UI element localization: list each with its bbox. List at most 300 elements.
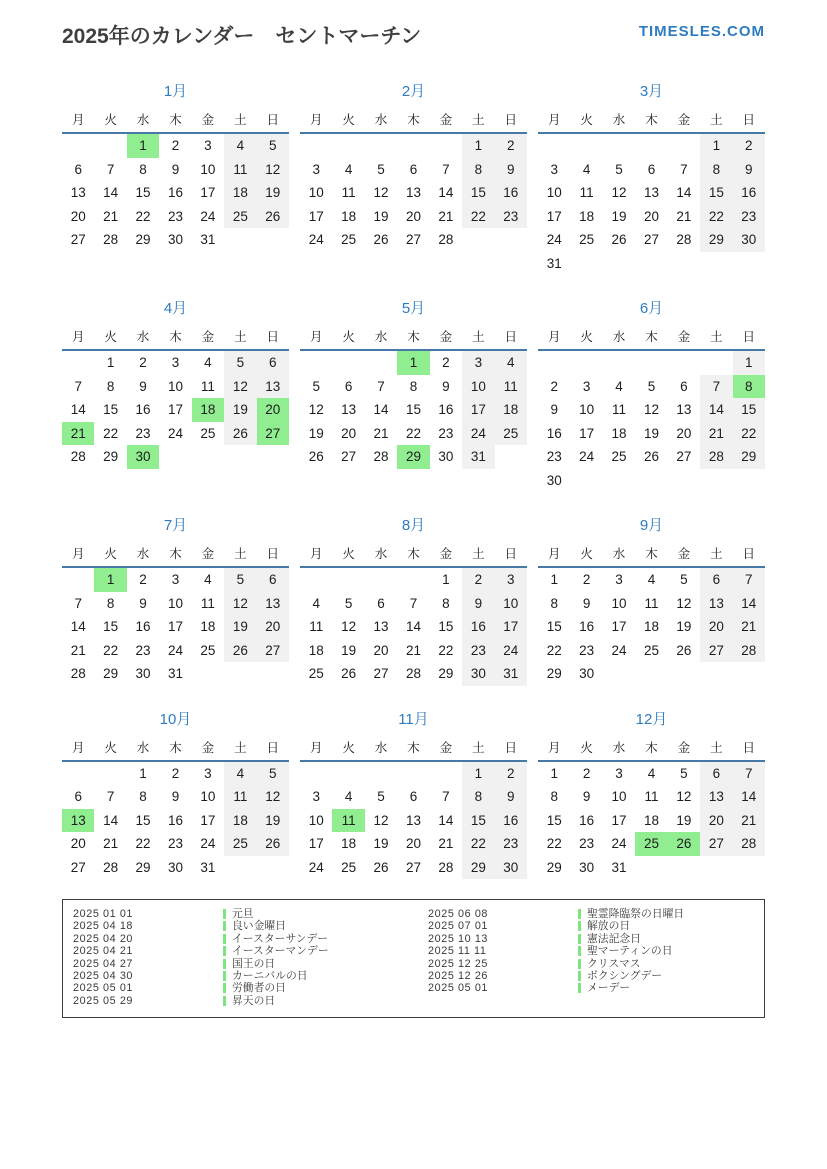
day-cell: 14	[438, 185, 454, 200]
day-cell: 2	[171, 138, 180, 153]
month-title: 7月	[163, 517, 188, 534]
weekday-label: 日	[742, 330, 756, 344]
week-row	[538, 134, 765, 158]
day-cell: 22	[462, 832, 494, 856]
day-cell: 29	[103, 449, 119, 464]
month-block	[300, 708, 527, 880]
holiday-row	[73, 995, 428, 1007]
day-cell: 29	[462, 856, 494, 880]
day-cell: 20	[373, 642, 389, 658]
day-cell: 13	[257, 592, 289, 616]
day-cell: 26	[373, 232, 389, 247]
empty-cell	[192, 445, 224, 469]
day-cell: 2	[462, 568, 494, 592]
month-block	[300, 80, 527, 252]
day-cell: 18	[643, 619, 659, 634]
holiday-date: 2025 04 27	[73, 957, 134, 970]
page-title: 2025年のカレンダー セントマーチン	[62, 25, 422, 48]
day-cell: 17	[200, 185, 216, 200]
day-cell: 20	[700, 615, 732, 639]
weekday-header-row	[300, 544, 527, 568]
week-row	[62, 832, 289, 856]
week-row	[538, 181, 765, 205]
holiday-date: 2025 01 01	[73, 908, 134, 920]
month-block	[538, 297, 765, 492]
day-cell: 21	[62, 422, 94, 446]
empty-cell	[300, 351, 332, 375]
day-cell: 23	[462, 639, 494, 663]
day-cell: 8	[442, 595, 450, 611]
week-row	[538, 615, 765, 639]
day-cell: 14	[733, 592, 765, 616]
day-cell: 3	[312, 789, 320, 804]
day-cell: 29	[438, 666, 454, 681]
holiday-date: 2025 11 11	[428, 945, 487, 958]
day-cell: 22	[135, 208, 151, 224]
empty-cell	[192, 662, 224, 686]
weekday-label: 水	[136, 740, 150, 755]
empty-cell	[332, 762, 364, 786]
day-cell: 4	[224, 134, 256, 158]
day-cell: 8	[733, 375, 765, 399]
day-cell: 23	[579, 836, 595, 851]
day-cell: 14	[676, 185, 692, 200]
holiday-date: 2025 05 29	[73, 994, 134, 1007]
day-cell: 19	[373, 836, 389, 851]
day-cell: 17	[579, 425, 595, 441]
empty-cell	[224, 856, 256, 880]
weekday-label: 木	[645, 330, 658, 344]
day-cell: 14	[103, 185, 119, 200]
empty-cell	[430, 762, 462, 786]
holiday-marker	[223, 959, 226, 969]
empty-cell	[62, 134, 94, 158]
day-cell: 18	[308, 642, 324, 658]
month-block	[300, 514, 527, 686]
day-cell: 1	[550, 765, 558, 781]
holiday-date: 2025 04 21	[73, 945, 134, 958]
day-cell: 29	[103, 666, 119, 681]
day-cell: 22	[438, 642, 454, 658]
day-cell: 26	[668, 832, 700, 856]
day-cell: 31	[546, 255, 562, 271]
month-block	[62, 80, 289, 252]
day-cell: 29	[733, 445, 765, 469]
day-cell: 21	[733, 615, 765, 639]
empty-cell	[257, 662, 289, 686]
weeks	[62, 568, 289, 686]
weekday-header-row	[538, 110, 765, 134]
day-cell: 11	[644, 595, 659, 611]
empty-cell	[538, 134, 570, 158]
page-header	[62, 20, 765, 50]
week-row	[62, 181, 289, 205]
empty-cell	[462, 228, 494, 252]
day-cell: 28	[733, 639, 765, 663]
day-cell: 11	[341, 185, 356, 200]
day-cell: 11	[579, 185, 594, 200]
holiday-name: 国王の日	[232, 957, 276, 970]
day-cell: 23	[733, 205, 765, 229]
day-cell: 6	[700, 568, 732, 592]
holiday-marker	[223, 971, 226, 981]
day-cell: 1	[139, 765, 147, 781]
day-cell: 28	[103, 859, 119, 875]
day-cell: 25	[643, 642, 659, 658]
weekday-header-row	[538, 738, 765, 762]
empty-cell	[224, 445, 256, 469]
holiday-date: 2025 10 13	[428, 932, 489, 945]
week-row	[300, 615, 527, 639]
week-row	[300, 662, 527, 686]
day-cell: 17	[462, 398, 494, 422]
day-cell: 28	[438, 232, 454, 247]
day-cell: 31	[495, 662, 527, 686]
day-cell: 20	[70, 208, 86, 224]
day-cell: 5	[615, 161, 623, 177]
day-cell: 18	[579, 208, 595, 224]
day-cell: 9	[495, 785, 527, 809]
week-row	[538, 809, 765, 833]
day-cell: 1	[442, 572, 450, 587]
weekday-header-row	[538, 544, 765, 568]
holiday-name: イースターサンデー	[232, 932, 329, 945]
week-row	[538, 422, 765, 446]
day-cell: 9	[139, 378, 147, 394]
empty-cell	[397, 568, 429, 592]
day-cell: 23	[167, 208, 183, 224]
day-cell: 4	[204, 355, 212, 370]
weeks	[62, 351, 289, 469]
day-cell: 15	[462, 181, 494, 205]
week-row	[538, 832, 765, 856]
empty-cell	[635, 469, 667, 493]
day-cell: 7	[700, 375, 732, 399]
day-cell: 20	[257, 615, 289, 639]
month-block	[300, 297, 527, 469]
day-cell: 6	[647, 161, 656, 177]
day-cell: 25	[495, 422, 527, 446]
day-cell: 16	[495, 809, 527, 833]
weekday-label: 土	[710, 330, 723, 344]
day-cell: 16	[579, 619, 595, 634]
week-row	[300, 158, 527, 182]
week-row	[300, 445, 527, 469]
month-title: 9月	[639, 517, 664, 534]
day-cell: 22	[733, 422, 765, 446]
month-title: 4月	[163, 300, 188, 317]
day-cell: 13	[643, 185, 659, 200]
weekday-label: 金	[439, 330, 453, 344]
day-cell: 15	[135, 812, 151, 828]
day-cell: 1	[397, 351, 429, 375]
day-cell: 2	[582, 765, 591, 781]
day-cell: 12	[676, 595, 692, 611]
day-cell: 23	[438, 425, 454, 441]
day-cell: 8	[106, 595, 115, 611]
holiday-name: 解放の日	[587, 920, 631, 933]
holiday-name: 憲法記念日	[587, 932, 641, 945]
week-row	[300, 856, 527, 880]
weekday-label: 水	[136, 547, 150, 561]
weekday-label: 土	[710, 547, 723, 561]
day-cell: 30	[127, 445, 159, 469]
day-cell: 15	[103, 402, 119, 417]
day-cell: 1	[700, 134, 732, 158]
week-row	[62, 568, 289, 592]
weekday-label: 金	[201, 330, 215, 344]
empty-cell	[570, 252, 602, 276]
holiday-marker	[223, 983, 226, 993]
day-cell: 12	[341, 619, 357, 634]
week-row	[538, 445, 765, 469]
day-cell: 5	[257, 134, 289, 158]
day-cell: 27	[373, 666, 389, 681]
day-cell: 13	[257, 375, 289, 399]
day-cell: 6	[409, 161, 418, 177]
weekday-label: 月	[309, 113, 323, 127]
day-cell: 13	[62, 809, 94, 833]
holiday-marker	[578, 983, 581, 993]
day-cell: 18	[643, 812, 659, 828]
month-title: 11月	[398, 710, 429, 728]
week-row	[538, 662, 765, 686]
day-cell: 12	[611, 185, 627, 200]
weekday-label: 木	[169, 547, 182, 561]
day-cell: 9	[442, 378, 450, 394]
weekday-header-row	[538, 327, 765, 351]
weekday-label: 月	[547, 330, 561, 344]
day-cell: 15	[546, 619, 562, 634]
day-cell: 6	[257, 568, 289, 592]
day-cell: 22	[546, 836, 562, 851]
day-cell: 14	[700, 398, 732, 422]
month-title: 8月	[401, 517, 426, 534]
day-cell: 1	[127, 134, 159, 158]
empty-cell	[365, 134, 397, 158]
day-cell: 20	[341, 425, 357, 441]
day-cell: 25	[341, 859, 357, 875]
week-row	[62, 615, 289, 639]
holiday-row	[428, 982, 758, 994]
empty-cell	[700, 469, 732, 493]
day-cell: 21	[103, 208, 119, 224]
day-cell: 21	[438, 836, 454, 851]
day-cell: 23	[495, 205, 527, 229]
weekday-label: 土	[710, 113, 723, 127]
day-cell: 17	[200, 812, 216, 828]
month-block	[538, 708, 765, 880]
day-cell: 27	[405, 232, 421, 247]
empty-cell	[224, 228, 256, 252]
month-title: 6月	[639, 300, 664, 317]
day-cell: 6	[377, 595, 385, 611]
day-cell: 10	[200, 161, 216, 177]
holiday-row	[428, 933, 758, 945]
day-cell: 10	[167, 378, 183, 394]
day-cell: 22	[462, 205, 494, 229]
day-cell: 16	[438, 402, 454, 417]
weekday-label: 木	[169, 740, 182, 755]
day-cell: 19	[341, 642, 357, 658]
weeks	[300, 762, 527, 880]
weekday-label: 土	[472, 330, 485, 344]
day-cell: 4	[312, 595, 320, 611]
weekday-label: 火	[342, 330, 355, 344]
week-row	[538, 592, 765, 616]
weekday-label: 木	[169, 330, 182, 344]
day-cell: 31	[200, 232, 216, 247]
month-title: 3月	[639, 83, 664, 100]
empty-cell	[668, 351, 700, 375]
day-cell: 22	[135, 836, 151, 851]
weekday-label: 金	[677, 740, 691, 755]
day-cell: 2	[582, 572, 591, 587]
day-cell: 31	[462, 445, 494, 469]
day-cell: 13	[700, 785, 732, 809]
holiday-date: 2025 06 08	[428, 908, 489, 920]
site-logo[interactable]: TIMESLES.COM	[638, 23, 765, 40]
weekday-label: 水	[374, 113, 388, 127]
holiday-date: 2025 05 01	[73, 982, 134, 995]
day-cell: 9	[139, 595, 147, 611]
empty-cell	[603, 662, 635, 686]
week-row	[300, 832, 527, 856]
day-cell: 13	[405, 812, 421, 828]
day-cell: 23	[135, 425, 151, 441]
day-cell: 30	[438, 449, 454, 464]
weekday-label: 水	[612, 330, 626, 344]
day-cell: 7	[74, 378, 82, 394]
day-cell: 3	[171, 355, 180, 370]
weekday-label: 金	[439, 547, 453, 561]
empty-cell	[62, 762, 94, 786]
day-cell: 7	[106, 789, 115, 804]
day-cell: 17	[308, 836, 324, 851]
day-cell: 24	[167, 642, 183, 658]
week-row	[62, 785, 289, 809]
day-cell: 7	[442, 789, 450, 804]
day-cell: 27	[405, 859, 421, 875]
day-cell: 7	[377, 378, 385, 394]
holiday-marker	[578, 921, 581, 931]
day-cell: 12	[643, 402, 659, 417]
holiday-name: 聖霊降臨祭の日曜日	[587, 908, 685, 920]
day-cell: 27	[70, 232, 86, 247]
day-cell: 23	[579, 642, 595, 658]
weekday-label: 木	[169, 113, 182, 127]
holiday-name: 良い金曜日	[232, 920, 286, 933]
empty-cell	[668, 469, 700, 493]
day-cell: 12	[257, 785, 289, 809]
day-cell: 22	[103, 425, 119, 441]
day-cell: 12	[224, 375, 256, 399]
day-cell: 2	[495, 134, 527, 158]
day-cell: 11	[309, 619, 324, 634]
week-row	[300, 375, 527, 399]
day-cell: 25	[200, 425, 216, 441]
week-row	[538, 469, 765, 493]
day-cell: 24	[308, 232, 324, 247]
month-title: 10月	[159, 710, 192, 728]
day-cell: 4	[344, 161, 353, 177]
day-cell: 22	[405, 425, 421, 441]
day-cell: 10	[611, 789, 627, 804]
weekday-label: 木	[407, 113, 420, 127]
day-cell: 27	[700, 639, 732, 663]
day-cell: 30	[167, 232, 183, 247]
week-row	[538, 856, 765, 880]
day-cell: 1	[462, 134, 494, 158]
week-row	[62, 856, 289, 880]
day-cell: 28	[103, 232, 119, 247]
empty-cell	[332, 568, 364, 592]
day-cell: 10	[546, 185, 562, 200]
day-cell: 25	[200, 642, 216, 658]
day-cell: 15	[546, 812, 562, 828]
holiday-name: ボクシングデー	[587, 970, 663, 983]
weekday-label: 水	[374, 330, 388, 344]
weekday-header-row	[300, 327, 527, 351]
holiday-name: イースターマンデー	[232, 945, 329, 958]
day-cell: 27	[70, 859, 86, 875]
day-cell: 6	[700, 762, 732, 786]
day-cell: 29	[546, 859, 562, 875]
holiday-date: 2025 12 25	[428, 957, 489, 970]
day-cell: 10	[495, 592, 527, 616]
day-cell: 12	[373, 812, 389, 828]
weekday-label: 水	[612, 547, 626, 561]
day-cell: 13	[373, 619, 389, 634]
day-cell: 30	[462, 662, 494, 686]
week-row	[538, 639, 765, 663]
day-cell: 7	[409, 595, 418, 611]
weekday-label: 日	[266, 740, 280, 755]
empty-cell	[257, 856, 289, 880]
weekday-label: 日	[742, 740, 756, 755]
weekday-label: 土	[710, 740, 723, 755]
weekday-label: 日	[266, 330, 280, 344]
day-cell: 17	[167, 402, 183, 417]
empty-cell	[332, 351, 364, 375]
day-cell: 12	[373, 185, 389, 200]
empty-cell	[495, 228, 527, 252]
day-cell: 22	[546, 642, 562, 658]
weekday-label: 日	[504, 740, 518, 755]
day-cell: 8	[462, 785, 494, 809]
empty-cell	[365, 762, 397, 786]
week-row	[538, 568, 765, 592]
weekday-header-row	[62, 110, 289, 134]
week-row	[300, 785, 527, 809]
day-cell: 14	[733, 785, 765, 809]
day-cell: 15	[700, 181, 732, 205]
weekday-label: 木	[645, 740, 658, 755]
holiday-marker	[223, 909, 226, 919]
day-cell: 4	[495, 351, 527, 375]
day-cell: 27	[700, 832, 732, 856]
day-cell: 5	[680, 572, 688, 587]
day-cell: 8	[550, 789, 558, 804]
weekday-label: 土	[234, 740, 247, 755]
day-cell: 11	[612, 402, 627, 417]
holiday-row	[428, 958, 758, 970]
weekday-label: 火	[104, 547, 117, 561]
week-row	[300, 351, 527, 375]
empty-cell	[570, 351, 602, 375]
day-cell: 23	[546, 449, 562, 464]
weekday-label: 月	[71, 740, 85, 755]
